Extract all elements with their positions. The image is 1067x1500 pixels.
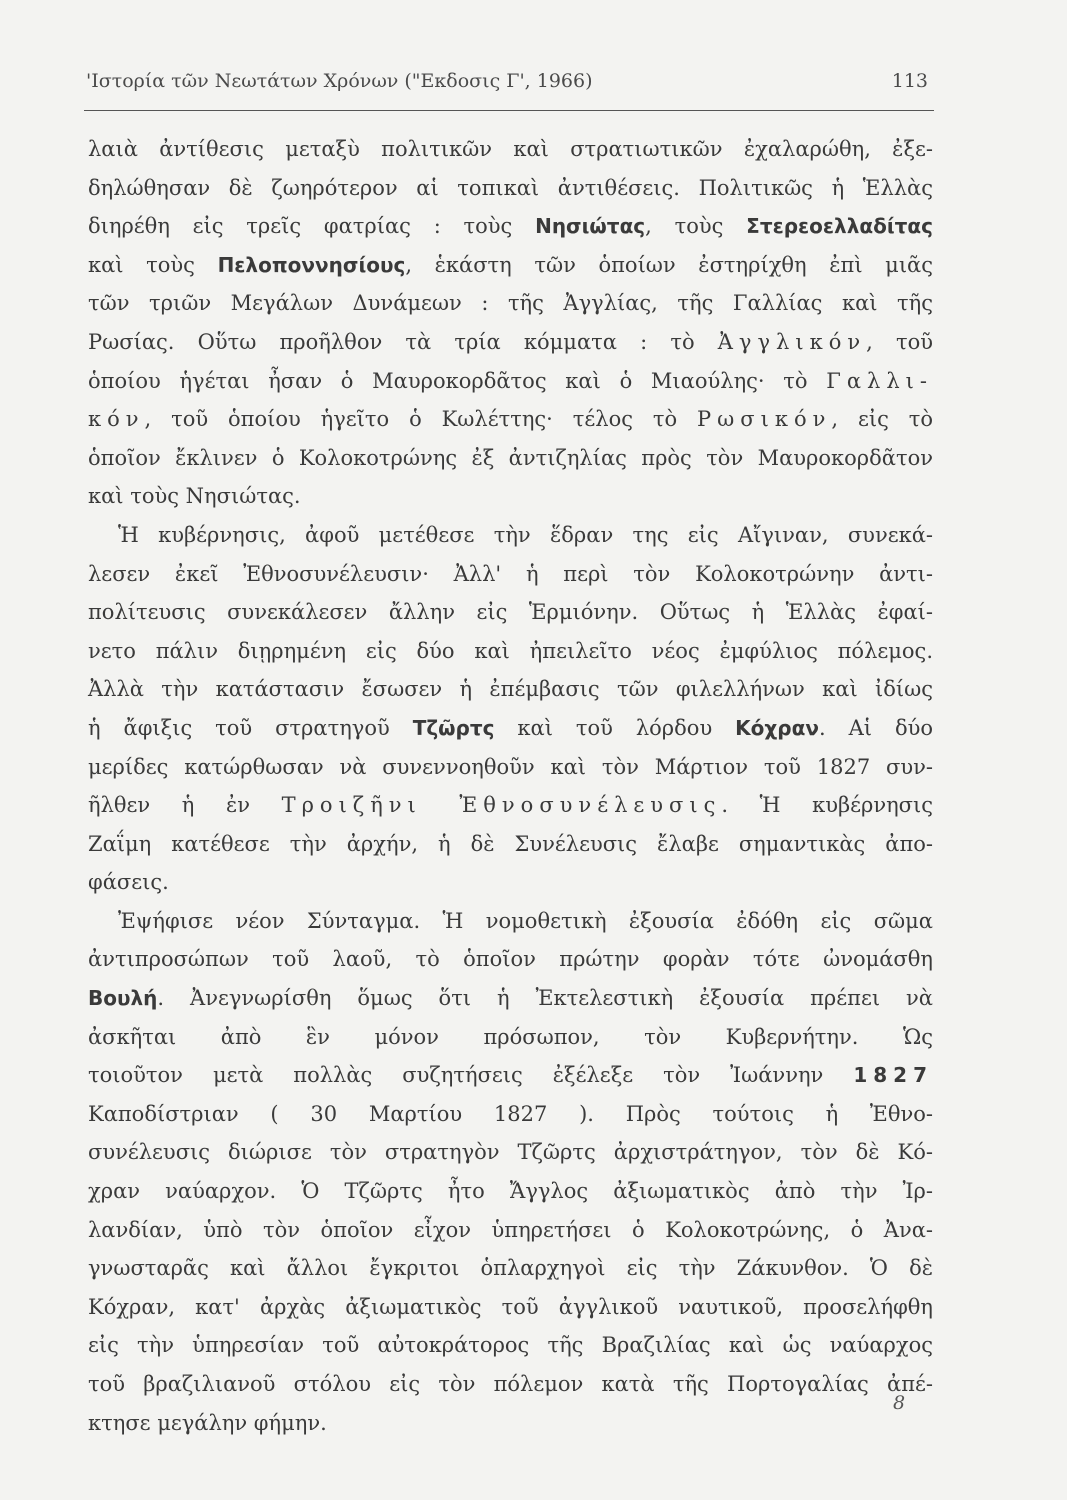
- text-line: φάσεις.: [88, 870, 169, 895]
- bold-term: Κόχραν: [735, 715, 819, 740]
- text-line: λεσεν ἐκεῖ Ἐθνοσυνέλευσιν· Ἀλλ' ἡ περὶ τὸν Κολοκοτρώνην ἀντι-: [88, 561, 933, 586]
- text-line: ἡ ἄφιξις τοῦ στρατηγοῦ Τζῶρτς καὶ τοῦ λόρδου Κόχραν. Αἱ δύο: [88, 715, 933, 740]
- bold-term: Στερεοελλαδίτας: [746, 214, 933, 239]
- text-line: Ρωσίας. Οὕτω προῆλθον τὰ τρία κόμματα : τὸ Ἀγγλικόν, τοῦ: [88, 329, 933, 354]
- text-line: νετο πάλιν διῃρημένη εἰς δύο καὶ ἠπειλεῖτο νέος ἐμφύλιος πόλεμος.: [88, 638, 933, 663]
- text-line: δηλώθησαν δὲ ζωηρότερον αἱ τοπικαὶ ἀντιθέσεις. Πολιτικῶς ἡ Ἑλλὰς: [88, 175, 933, 200]
- body-text: [88, 130, 933, 1442]
- text-line: καὶ τοὺς Νησιώτας.: [88, 484, 301, 509]
- text-line: Κόχραν, κατ' ἀρχὰς ἀξιωματικὸς τοῦ ἀγγλικοῦ ναυτικοῦ, προσελήφθη: [88, 1294, 933, 1319]
- signature-number: 8: [893, 1392, 906, 1414]
- header-rule: [84, 110, 934, 111]
- text-line: διηρέθη εἰς τρεῖς φατρίας : τοὺς Νησιώτας, τοὺς Στερεοελλαδίτας: [88, 214, 933, 239]
- text-line: Καποδίστριαν ( 30 Μαρτίου 1827 ). Πρὸς τούτοις ἡ Ἐθνο-: [88, 1101, 933, 1126]
- text-line: ἀντιπροσώπων τοῦ λαοῦ, τὸ ὁποῖον πρώτην φορὰν τότε ὠνομάσθη: [88, 947, 933, 972]
- running-header: [86, 70, 928, 98]
- running-header-title: 'Ιστορία τῶν Νεωτάτων Χρόνων ("Εκδοσις Γ', 1966): [86, 70, 593, 92]
- spaced-term: κόν: [88, 407, 145, 432]
- text-line: χραν ναύαρχον. Ὁ Τζῶρτς ἦτο Ἄγγλος ἀξιωματικὸς ἀπὸ τὴν Ἰρ-: [88, 1179, 933, 1204]
- text-line: κτησε μεγάλην φήμην.: [88, 1410, 327, 1435]
- text-line: καὶ τοὺς Πελοποννησίους, ἑκάστη τῶν ὁποίων ἐστηρίχθη ἐπὶ μιᾶς: [88, 252, 933, 277]
- text-line: Ἀλλὰ τὴν κατάστασιν ἔσωσεν ἡ ἐπέμβασις τῶν φιλελλήνων καὶ ἰδίως: [88, 677, 933, 702]
- text-line: Ζαΐμη κατέθεσε τὴν ἀρχήν, ἡ δὲ Συνέλευσις ἔλαβε σημαντικὰς ἀπο-: [88, 831, 933, 856]
- text-line: τοῦ βραζιλιανοῦ στόλου εἰς τὸν πόλεμον κατὰ τῆς Πορτογαλίας ἀπέ-: [88, 1372, 933, 1396]
- text-line: ὁποίου ἡγέται ἦσαν ὁ Μαυροκορδᾶτος καὶ ὁ Μιαούλης· τὸ Γαλλι-: [88, 368, 933, 393]
- text-line: Βουλή. Ἀνεγνωρίσθη ὅμως ὅτι ἡ Ἐκτελεστικὴ ἐξουσία πρέπει νὰ: [88, 986, 933, 1011]
- spaced-term: Ἀγγλικόν: [717, 329, 867, 354]
- text-line: κόν, τοῦ ὁποίου ἡγεῖτο ὁ Κωλέττης· τέλος τὸ Ρωσικόν, εἰς τὸ: [88, 407, 933, 432]
- text-line: ῆλθεν ἡ ἐν Τροιζῆνι Ἐθνοσυνέλευσις. Ἡ κυβέρνησις: [88, 793, 934, 818]
- text-line: Ἐψήφισε νέον Σύνταγμα. Ἡ νομοθετικὴ ἐξουσία ἐδόθη εἰς σῶμα: [118, 908, 933, 933]
- text-line: πολίτευσις συνεκάλεσεν ἄλλην εἰς Ἑρμιόνην. Οὕτως ἡ Ἑλλὰς ἐφαί-: [88, 600, 933, 625]
- text-line: λαιὰ ἀντίθεσις μεταξὺ πολιτικῶν καὶ στρατιωτικῶν ἐχαλαρώθη, ἐξε-: [88, 137, 933, 161]
- text-line: ὁποῖον ἔκλινεν ὁ Κολοκοτρώνης ἐξ ἀντιζηλίας πρὸς τὸν Μαυροκορδᾶτον: [88, 445, 933, 470]
- bold-term: Βουλή: [88, 986, 158, 1011]
- text-line: τοιοῦτον μετὰ πολλὰς συζητήσεις ἐξέλεξε τὸν Ἰωάννην 1827: [88, 1063, 933, 1088]
- bold-term: Νησιώτας: [535, 214, 646, 239]
- text-line: εἰς τὴν ὑπηρεσίαν τοῦ αὐτοκράτορος τῆς Βραζιλίας καὶ ὡς ναύαρχος: [88, 1333, 933, 1358]
- text-line: ἀσκῆται ἀπὸ ἓν μόνον πρόσωπον, τὸν Κυβερνήτην. Ὡς: [88, 1024, 933, 1049]
- text-line: λανδίαν, ὑπὸ τὸν ὁποῖον εἶχον ὑπηρετήσει ὁ Κολοκοτρώνης, ὁ Ἀνα-: [88, 1217, 933, 1242]
- spaced-term: Τροιζῆνι Ἐθνοσυνέλευσις: [281, 793, 722, 818]
- page-number: 113: [891, 70, 928, 92]
- text-line: συνέλευσις διώρισε τὸν στρατηγὸν Τζῶρτς ἀρχιστράτηγον, τὸν δὲ Κό-: [88, 1140, 933, 1165]
- spaced-term: Γαλλι-: [826, 368, 933, 393]
- margin-year: 1827: [853, 1063, 933, 1088]
- bold-term: Πελοποννησίους: [217, 252, 406, 277]
- text-line: μερίδες κατώρθωσαν νὰ συνεννοηθοῦν καὶ τὸν Μάρτιον τοῦ 1827 συν-: [88, 754, 933, 779]
- text-line: γνωσταρᾶς καὶ ἄλλοι ἔγκριτοι ὁπλαρχηγοὶ εἰς τὴν Ζάκυνθον. Ὁ δὲ: [88, 1256, 933, 1281]
- text-line: τῶν τριῶν Μεγάλων Δυνάμεων : τῆς Ἀγγλίας, τῆς Γαλλίας καὶ τῆς: [88, 291, 933, 316]
- text-line: Ἡ κυβέρνησις, ἀφοῦ μετέθεσε τὴν ἕδραν της εἰς Αἴγιναν, συνεκά-: [118, 522, 933, 547]
- bold-term: Τζῶρτς: [412, 715, 495, 740]
- spaced-term: Ρωσικόν: [697, 407, 832, 432]
